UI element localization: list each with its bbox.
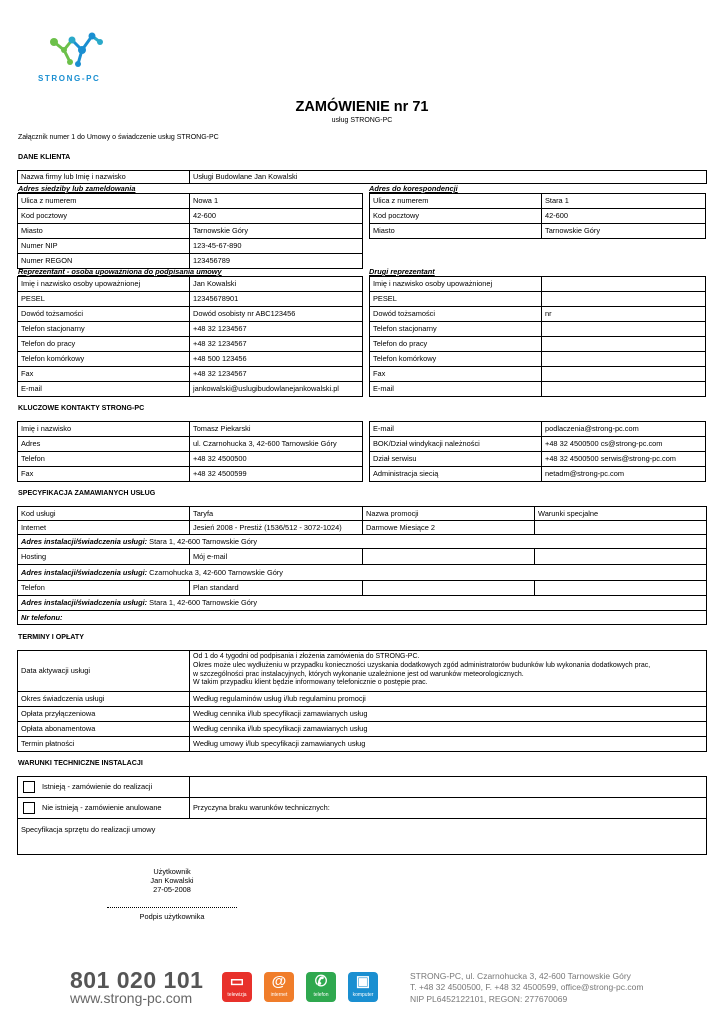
field-value[interactable]: +48 32 1234567 [189,336,363,352]
company-name-label: Nazwa firmy lub Imię i nazwisko [17,170,190,184]
reason-field[interactable]: Przyczyna braku warunków technicznych: [189,797,707,819]
field-label: Telefon stacjonarny [369,321,542,337]
exist-checkbox[interactable] [23,781,35,793]
col-service-code: Kod usługi [17,506,190,521]
col-tariff: Taryfa [189,506,363,521]
field-label: Telefon stacjonarny [17,321,190,337]
logo-graphic [36,28,126,73]
logo-text: STRONG-PC [38,74,101,83]
field-label: Numer NIP [17,238,190,254]
hosting-code: Hosting [17,548,190,565]
field-label: PESEL [369,291,542,307]
field-value[interactable] [541,336,706,352]
services-section-heading: SPECYFIKACJA ZAMAWIANYCH USŁUG [18,489,156,497]
field-value[interactable]: Według regulaminów usług i/lub regulaminu promocji [189,691,707,707]
field-value[interactable]: Tomasz Piekarski [189,421,363,437]
field-value[interactable]: +48 32 4500500 serwis@strong-pc.com [541,451,706,467]
activation-line: Od 1 do 4 tygodni od podpisania i złożenia zamówienia do STRONG-PC. [193,653,420,660]
field-label: Fax [369,366,542,382]
col-promotion: Nazwa promocji [362,506,535,521]
field-value[interactable]: +48 32 1234567 [189,321,363,337]
field-value[interactable] [541,351,706,367]
field-label: Telefon [17,451,190,467]
at-icon: @ internet [264,972,294,1002]
field-value[interactable] [541,276,706,292]
registered-address-heading: Adres siedziby lub zameldowania [18,184,136,193]
not-exist-checkbox[interactable] [23,802,35,814]
field-value[interactable]: Dowód osobisty nr ABC123456 [189,306,363,322]
install-address-label: Adres instalacji/świadczenia usługi [21,536,145,546]
signature-name: Jan Kowalski [150,875,194,885]
field-label: Kod pocztowy [369,208,542,224]
field-label: Opłata abonamentowa [17,721,190,737]
field-value[interactable]: Według umowy i/lub specyfikacji zamawianych usług [189,736,707,752]
signature-block [110,868,234,895]
field-value[interactable]: 42-600 [189,208,363,224]
field-label: E-mail [369,421,542,437]
field-value[interactable]: 123456789 [189,253,363,269]
activation-value [189,650,707,692]
field-label: Telefon do pracy [17,336,190,352]
hosting-install-address: Adres instalacji/świadczenia usługi : Czarnohucka 3, 42-600 Tarnowskie Góry [17,564,707,581]
field-label: PESEL [17,291,190,307]
tv-icon: ▭ telewizja [222,972,252,1002]
field-label: Kod pocztowy [17,208,190,224]
field-value[interactable]: +48 32 4500500 [189,451,363,467]
field-label: Imię i nazwisko osoby upoważnionej [369,276,542,292]
field-label: Adres [17,436,190,452]
field-label: Opłata przyłączeniowa [17,706,190,722]
attachment-note: Załącznik numer 1 do Umowy o świadczenie usług STRONG-PC [18,134,219,141]
install-address-label: Adres instalacji/świadczenia usługi [21,598,145,608]
footer-address-line: NIP PL6452122101, REGON: 277670069 [410,993,568,1004]
field-label: Ulica z numerem [369,193,542,209]
field-value[interactable]: Stara 1 [541,193,706,209]
field-value[interactable]: Według cennika i/lub specyfikacji zamawianych usług [189,706,707,722]
field-value[interactable]: podlaczenia@strong-pc.com [541,421,706,437]
activation-line: W takim przypadku klient będzie informowany telefonicznie o postępie prac. [193,679,428,687]
field-value[interactable]: Nowa 1 [189,193,363,209]
phone-install-address: Adres instalacji/świadczenia usługi : Stara 1, 42-600 Tarnowskie Góry [17,595,707,611]
field-value[interactable] [541,381,706,397]
field-value[interactable]: +48 500 123456 [189,351,363,367]
field-value[interactable]: ul. Czarnohucka 3, 42-600 Tarnowskie Góry [189,436,363,452]
internet-code: Internet [17,520,190,535]
computer-icon: ▣ komputer [348,972,378,1002]
company-logo [36,28,126,88]
footer-website[interactable]: www.strong-pc.com [70,990,193,1006]
activation-line: Okres może ulec wydłużeniu w przypadku konieczności uzyskania dodatkowych zgód administratorów budunków lub wykonania dodatkowych prac, [193,661,651,669]
field-value[interactable]: Tarnowskie Góry [189,223,363,239]
tech-not-exist-row[interactable] [17,797,190,819]
signature-date: 27-05-2008 [153,884,191,894]
equipment-spec-field[interactable] [17,818,707,855]
field-label: Miasto [369,223,542,239]
install-address-label: Adres instalacji/świadczenia usługi [21,567,145,577]
field-label: E-mail [369,381,542,397]
field-label: BOK/Dział windykacji należności [369,436,542,452]
signature-role: Użytkownik [153,867,191,876]
install-address-value: Czarnohucka 3, 42-600 Tarnowskie Góry [149,567,283,577]
field-label: Okres świadczenia usługi [17,691,190,707]
internet-install-address: Adres instalacji/świadczenia usługi : Stara 1, 42-600 Tarnowskie Góry [17,534,707,549]
phone-number-row[interactable]: Nr telefonu : [17,610,707,625]
client-section-heading: DANE KLIENTA [18,153,71,161]
field-value[interactable]: jankowalski@uslugibudowlanejankowalski.pl [189,381,363,397]
phone-service-code: Telefon [17,580,190,596]
company-name-value[interactable]: Usługi Budowlane Jan Kowalski [189,170,707,184]
second-representative-heading: Drugi reprezentant [369,267,435,276]
field-label: Numer REGON [17,253,190,269]
field-label: Ulica z numerem [17,193,190,209]
hosting-promotion[interactable] [362,548,535,565]
field-label: Administracja siecią [369,466,542,482]
phone-service-promotion[interactable] [362,580,535,596]
field-label: Dowód tożsamości [369,306,542,322]
technical-section-heading: WARUNKI TECHNICZNE INSTALACJI [18,759,143,767]
activation-line: w szczególności prac instalacyjnych, których wykonanie uzależnione jest od warunków meteorologicznych. [193,670,524,678]
signature-caption: Podpis użytkownika [139,912,205,921]
install-address-value: Stara 1, 42-600 Tarnowskie Góry [149,598,258,608]
field-value[interactable]: nr [541,306,706,322]
col-special-terms: Warunki specjalne [534,506,707,521]
phone-number-label: Nr telefonu [21,612,61,622]
internet-tariff[interactable]: Jesień 2008 - Prestiż (1536/512 - 3072-1024) [189,520,363,535]
field-label: Imię i nazwisko [17,421,190,437]
tech-exist-row[interactable] [17,776,190,798]
footer-address-line: T. +48 32 4500500, F. +48 32 4500599, office@strong-pc.com [410,982,644,993]
tech-exist-blank[interactable] [189,776,707,798]
field-label: Telefon komórkowy [17,351,190,367]
not-exist-label: Nie istnieją - zamówienie anulowane [42,803,162,813]
signature-line[interactable] [107,907,237,908]
field-label: Termin płatności [17,736,190,752]
field-value[interactable]: 123-45-67-890 [189,238,363,254]
exist-label: Istnieją - zamówienie do realizacji [42,782,153,792]
field-value[interactable]: 42-600 [541,208,706,224]
hosting-tariff[interactable]: Mój e-mail [189,548,363,565]
contacts-section-heading: KLUCZOWE KONTAKTY STRONG-PC [18,404,145,412]
field-label: Telefon do pracy [369,336,542,352]
install-address-value: Stara 1, 42-600 Tarnowskie Góry [149,536,258,546]
field-value[interactable]: Według cennika i/lub specyfikacji zamawianych usług [189,721,707,737]
phone-service-tariff[interactable]: Plan standard [189,580,363,596]
field-value[interactable]: +48 32 4500500 cs@strong-pc.com [541,436,706,452]
correspondence-address-heading: Adres do korespondencji [369,184,458,193]
equipment-spec-label: Specyfikacja sprzętu do realizacji umowy [21,825,156,834]
representative-heading: Reprezentant - osoba upoważniona do podpisania umowy [18,267,222,276]
footer-address-line: STRONG-PC, ul. Czarnohucka 3, 42-600 Tarnowskie Góry [410,971,631,981]
field-value[interactable]: +48 32 1234567 [189,366,363,382]
field-label: Dowód tożsamości [17,306,190,322]
phone-service-special[interactable] [534,580,707,596]
footer-phone: 801 020 101 [70,967,204,993]
internet-special[interactable] [534,520,707,535]
field-value[interactable] [541,321,706,337]
field-label: Telefon komórkowy [369,351,542,367]
page-subtitle: usług STRONG-PC [331,117,393,124]
field-value[interactable]: 12345678901 [189,291,363,307]
page-title: ZAMÓWIENIE nr 71 [295,99,429,115]
footer-address [410,971,643,1005]
terms-section-heading: TERMINY I OPŁATY [18,633,84,641]
field-label: Fax [17,366,190,382]
field-label: Miasto [17,223,190,239]
field-value[interactable]: Jan Kowalski [189,276,363,292]
field-label: Dział serwisu [369,451,542,467]
field-value[interactable]: Tarnowskie Góry [541,223,706,239]
field-value[interactable]: +48 32 4500599 [189,466,363,482]
hosting-special[interactable] [534,548,707,565]
field-label: E-mail [17,381,190,397]
field-label: Fax [17,466,190,482]
internet-promotion[interactable]: Darmowe Miesiące 2 [362,520,535,535]
field-value[interactable] [541,366,706,382]
phone-icon: ✆ telefon [306,972,336,1002]
field-label: Imię i nazwisko osoby upoważnionej [17,276,190,292]
field-value[interactable] [541,291,706,307]
activation-label: Data aktywacji usługi [17,650,190,692]
field-value[interactable]: netadm@strong-pc.com [541,466,706,482]
